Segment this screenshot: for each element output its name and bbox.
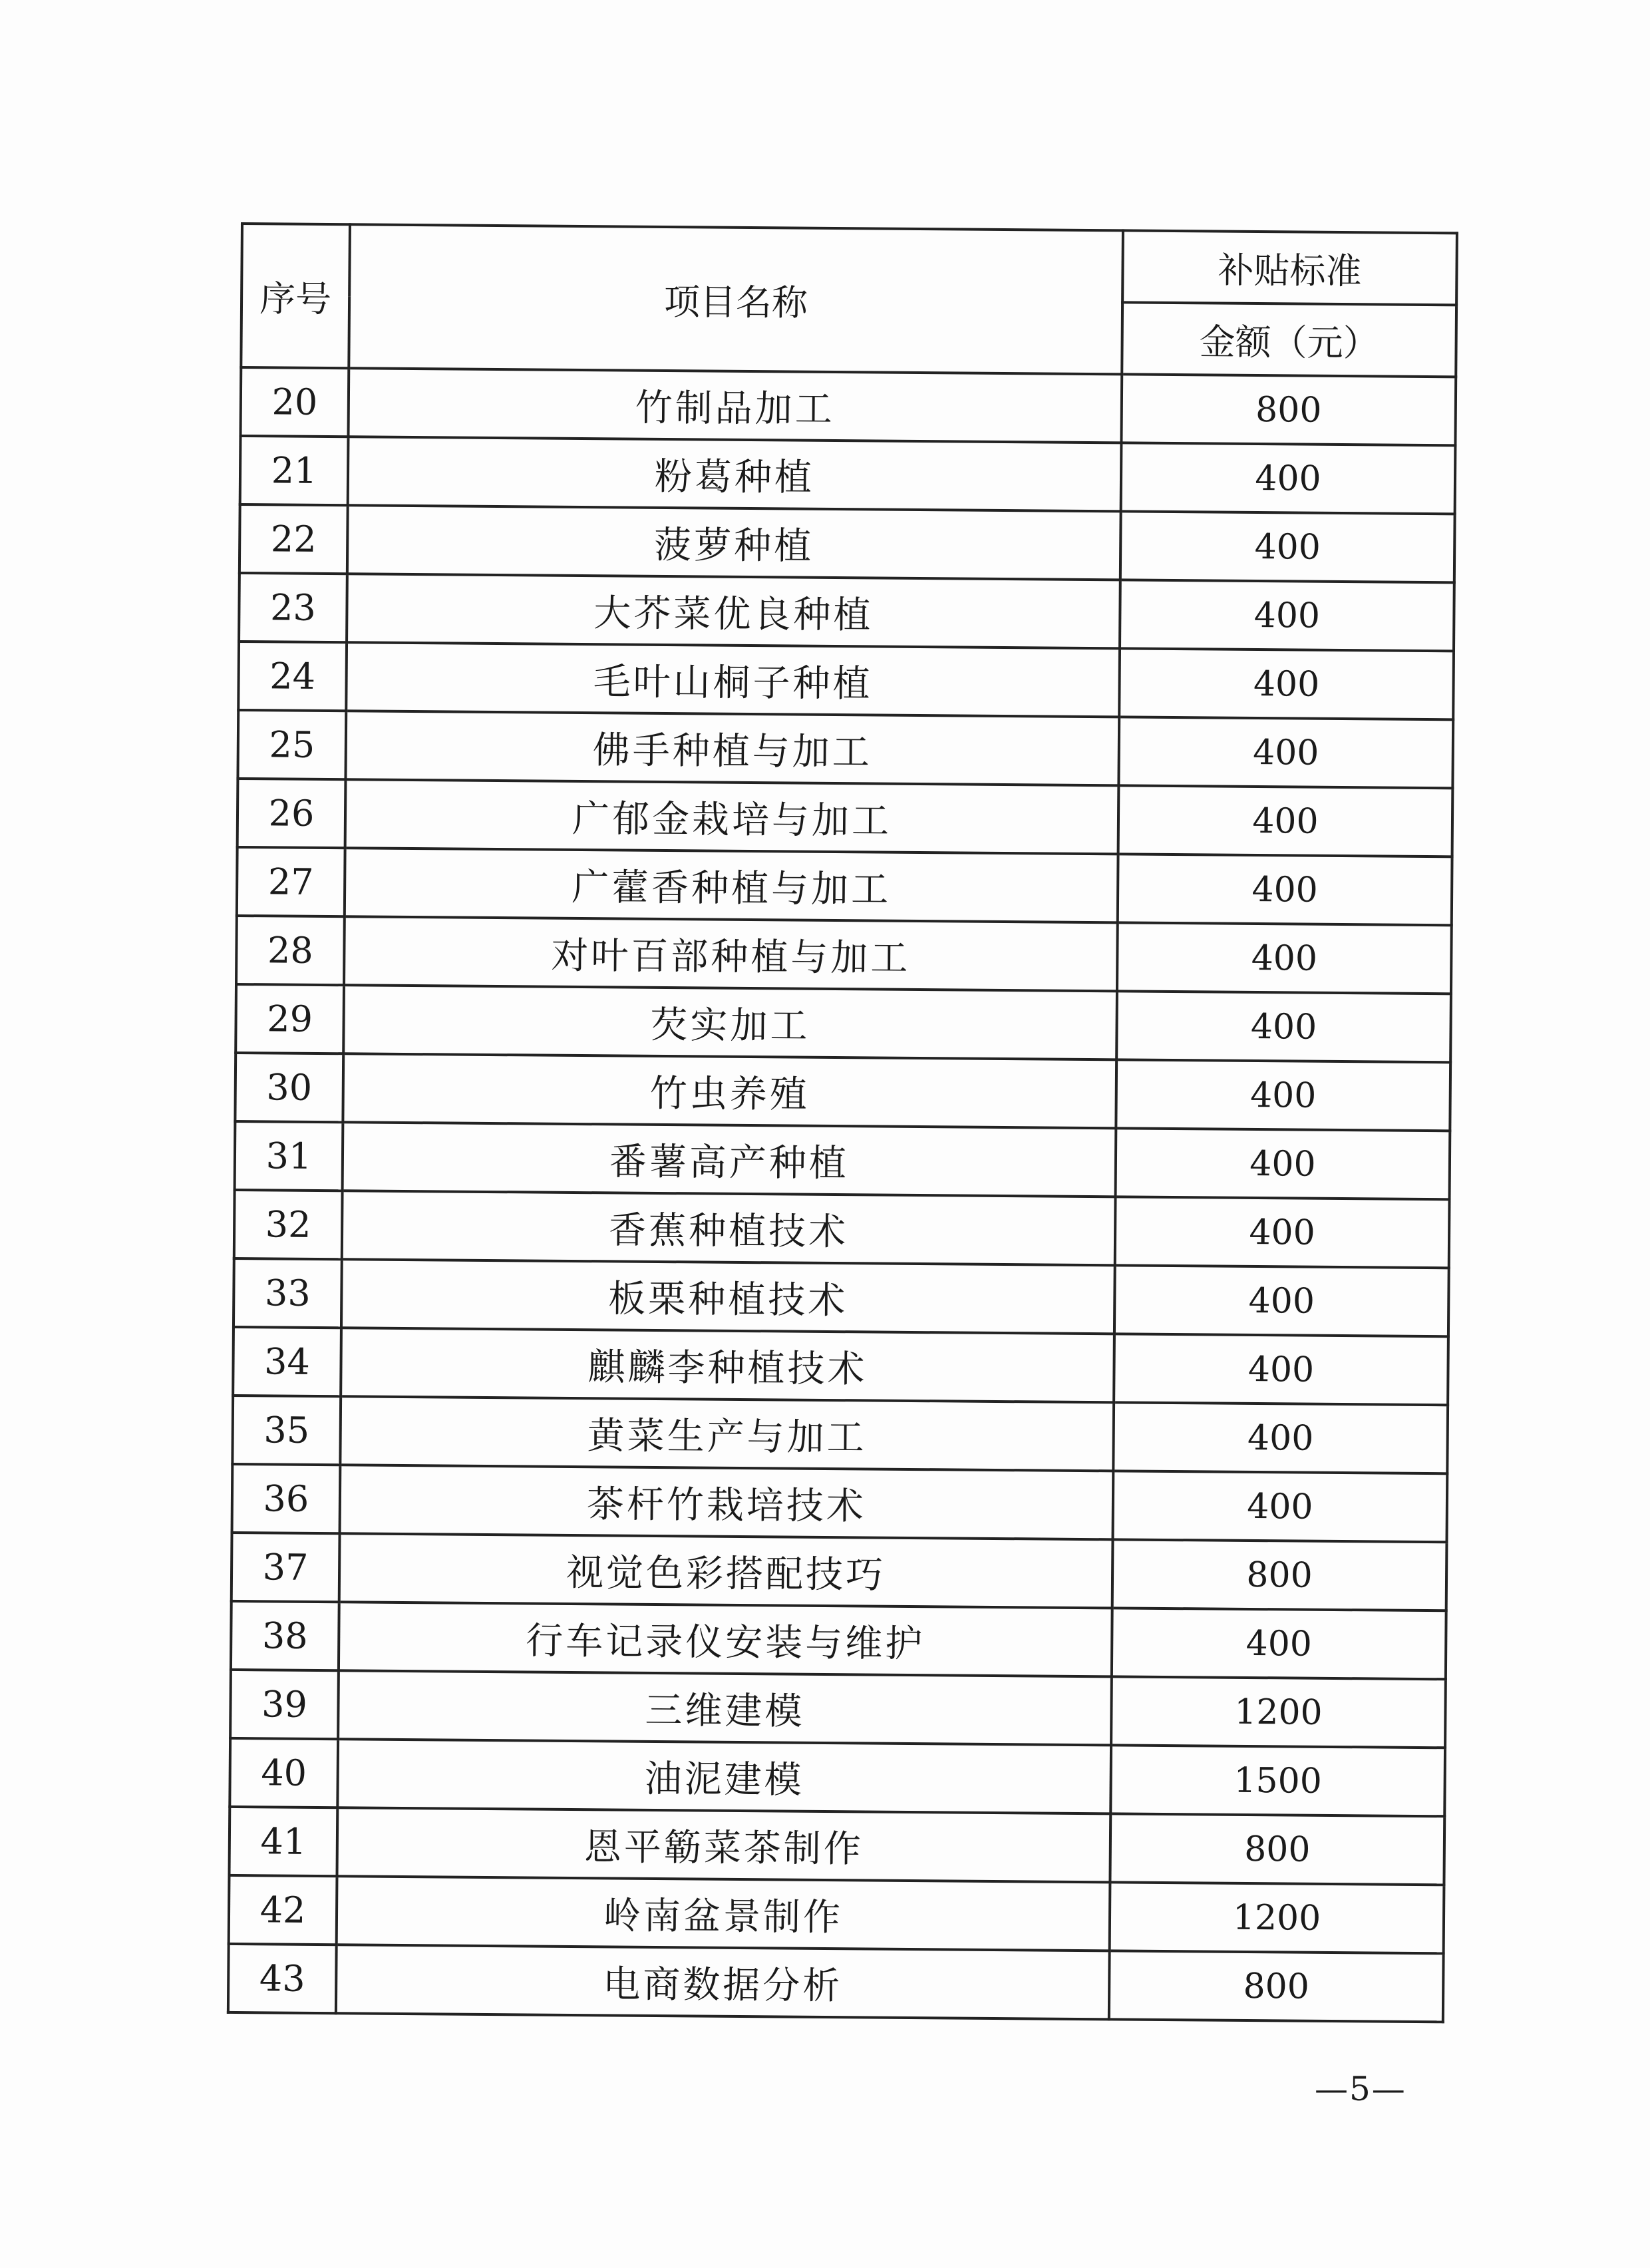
project-name-cell: 毛叶山桐子种植: [346, 642, 1120, 717]
subsidy-amount-cell: 800: [1110, 1813, 1444, 1885]
subsidy-amount-cell: 400: [1120, 580, 1454, 651]
subsidy-amount-cell: 1500: [1110, 1745, 1445, 1816]
project-name-cell: 番薯高产种植: [343, 1122, 1116, 1197]
project-name-cell: 茶杆竹栽培技术: [340, 1465, 1114, 1539]
project-name-cell: 岭南盆景制作: [337, 1876, 1110, 1951]
table-row: [232, 1464, 1448, 1542]
serial-number-cell: 34: [233, 1327, 341, 1396]
header-amount-unit: 金额（元）: [1122, 302, 1456, 377]
subsidy-amount-cell: 400: [1112, 1608, 1446, 1679]
subsidy-amount-cell: 400: [1116, 991, 1451, 1062]
table-row: [231, 1601, 1446, 1679]
serial-number-cell: 24: [238, 642, 347, 711]
subsidy-amount-cell: 800: [1109, 1951, 1444, 2022]
serial-number-cell: 30: [235, 1053, 343, 1122]
project-name-cell: 菠萝种植: [347, 505, 1121, 580]
project-name-cell: 粉葛种植: [348, 437, 1122, 511]
project-name-cell: 油泥建模: [337, 1739, 1111, 1813]
project-name-cell: 竹虫养殖: [343, 1053, 1116, 1128]
subsidy-amount-cell: 400: [1118, 717, 1453, 788]
serial-number-cell: 38: [231, 1601, 339, 1670]
serial-number-cell: 25: [238, 710, 346, 779]
serial-number-cell: 43: [228, 1944, 337, 2013]
table-row: [229, 1875, 1444, 1953]
table-row: [238, 642, 1454, 719]
table-row: [234, 1190, 1450, 1268]
table-row: [239, 573, 1454, 651]
project-name-cell: 大芥菜优良种植: [347, 574, 1120, 648]
subsidy-amount-cell: 1200: [1111, 1676, 1446, 1748]
subsidy-amount-cell: 400: [1119, 648, 1454, 719]
table-row: [230, 1670, 1446, 1748]
serial-number-cell: 20: [240, 367, 349, 437]
serial-number-cell: 31: [235, 1121, 343, 1191]
table-row: [236, 916, 1452, 994]
project-name-cell: 视觉色彩搭配技巧: [339, 1533, 1113, 1608]
table-row: [237, 847, 1452, 925]
table-row: [235, 1053, 1450, 1131]
serial-number-cell: 41: [229, 1807, 337, 1876]
project-name-cell: 黄菜生产与加工: [340, 1396, 1114, 1471]
subsidy-amount-cell: 400: [1118, 785, 1453, 856]
table-row: [236, 984, 1451, 1062]
project-name-cell: 芡实加工: [343, 985, 1117, 1059]
subsidy-amount-cell: 400: [1115, 1197, 1450, 1268]
serial-number-cell: 29: [236, 984, 344, 1053]
serial-number-cell: 26: [238, 779, 346, 848]
subsidy-table: [227, 222, 1458, 2023]
project-name-cell: 行车记录仪安装与维护: [339, 1602, 1112, 1676]
table-row: [233, 1327, 1448, 1405]
subsidy-amount-cell: 400: [1117, 922, 1452, 994]
table-row: [238, 710, 1453, 788]
table-row: [240, 504, 1455, 582]
serial-number-cell: 36: [232, 1464, 341, 1533]
serial-number-cell: 27: [237, 847, 345, 916]
project-name-cell: 香蕉种植技术: [342, 1191, 1116, 1265]
table-row: [240, 367, 1456, 445]
serial-number-cell: 28: [236, 916, 345, 985]
table-body: [228, 367, 1456, 2022]
project-name-cell: 竹制品加工: [348, 368, 1122, 443]
subsidy-amount-cell: 800: [1121, 374, 1456, 445]
serial-number-cell: 33: [234, 1258, 342, 1328]
table-row: [230, 1738, 1445, 1816]
project-name-cell: 广藿香种植与加工: [345, 848, 1118, 922]
table-row: [229, 1807, 1444, 1885]
table-row: [232, 1533, 1447, 1610]
project-name-cell: 电商数据分析: [336, 1945, 1110, 2019]
project-name-cell: 对叶百部种植与加工: [344, 916, 1118, 991]
page-number: —5—: [1315, 2070, 1406, 2108]
subsidy-amount-cell: 400: [1112, 1471, 1447, 1542]
table-row: [232, 1396, 1448, 1473]
subsidy-amount-cell: 400: [1120, 511, 1455, 582]
subsidy-amount-cell: 400: [1118, 854, 1452, 925]
table-row: [240, 436, 1456, 514]
serial-number-cell: 23: [239, 573, 347, 642]
subsidy-amount-cell: 400: [1114, 1334, 1448, 1405]
subsidy-amount-cell: 400: [1116, 1128, 1450, 1199]
serial-number-cell: 21: [240, 436, 349, 505]
serial-number-cell: 40: [230, 1738, 338, 1807]
subsidy-amount-cell: 800: [1112, 1539, 1447, 1610]
header-subsidy-standard: 补贴标准: [1122, 230, 1457, 305]
serial-number-cell: 42: [229, 1875, 337, 1945]
project-name-cell: 三维建模: [338, 1670, 1112, 1745]
serial-number-cell: 22: [240, 504, 348, 574]
subsidy-amount-cell: 400: [1113, 1402, 1448, 1473]
serial-number-cell: 39: [230, 1670, 339, 1739]
table-row: [238, 779, 1453, 856]
table-row: [234, 1258, 1449, 1336]
header-project-name: 项目名称: [349, 224, 1123, 374]
table-header: [241, 224, 1457, 377]
project-name-cell: 广郁金栽培与加工: [345, 779, 1119, 854]
table-row: [228, 1944, 1444, 2022]
subsidy-amount-cell: 1200: [1110, 1882, 1444, 1953]
subsidy-amount-cell: 400: [1116, 1059, 1450, 1131]
project-name-cell: 麒麟李种植技术: [341, 1328, 1114, 1402]
project-name-cell: 佛手种植与加工: [345, 711, 1119, 785]
serial-number-cell: 32: [234, 1190, 343, 1259]
table-row: [235, 1121, 1450, 1199]
serial-number-cell: 35: [232, 1396, 341, 1465]
project-name-cell: 板栗种植技术: [341, 1259, 1115, 1334]
header-serial-number: 序号: [241, 224, 350, 368]
serial-number-cell: 37: [232, 1533, 340, 1602]
subsidy-amount-cell: 400: [1121, 443, 1456, 514]
subsidy-amount-cell: 400: [1114, 1265, 1449, 1336]
project-name-cell: 恩平簕菜茶制作: [337, 1807, 1110, 1882]
